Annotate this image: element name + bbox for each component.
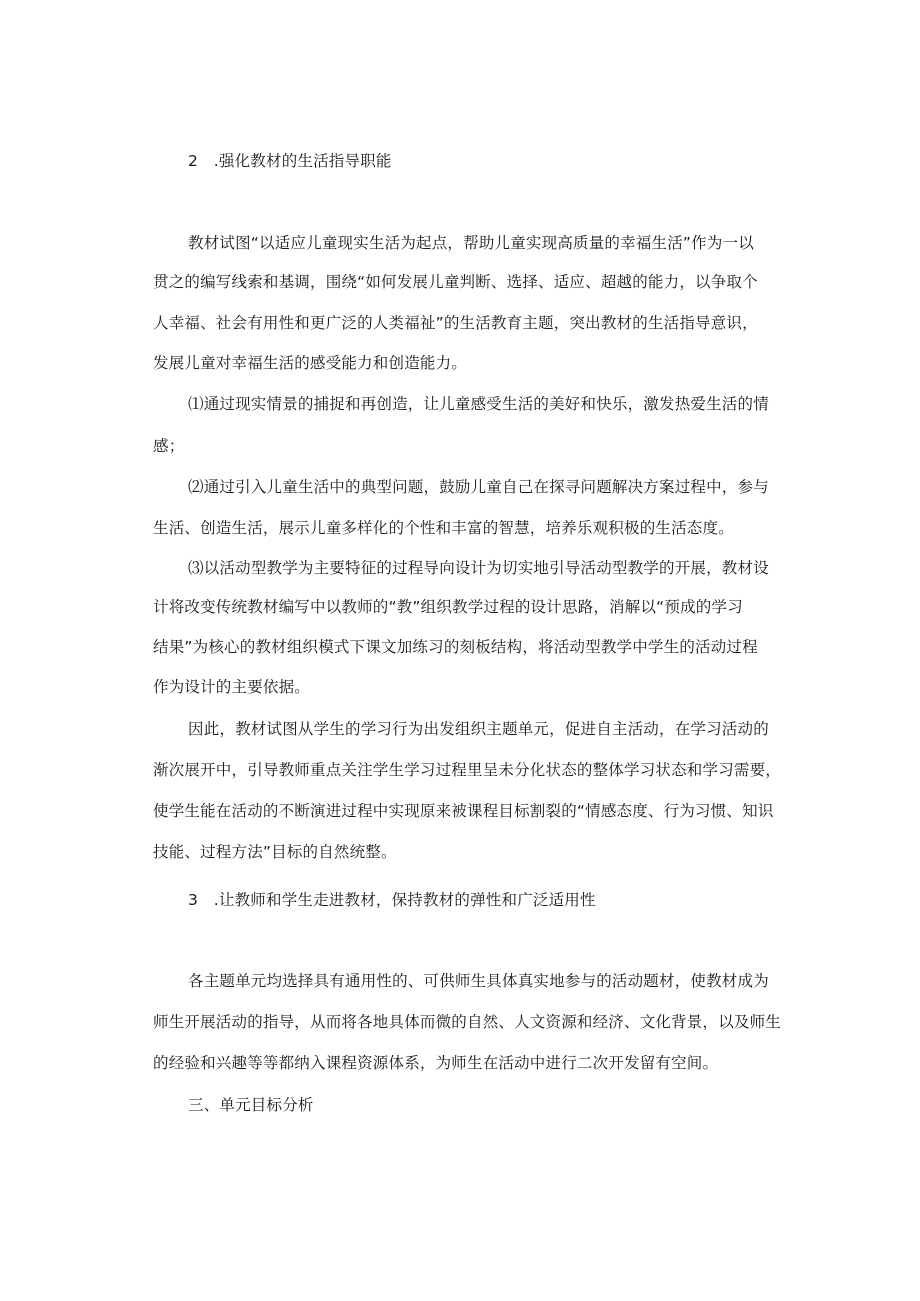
text-line: 生活、创造生活，展示儿童多样化的个性和丰富的智慧，培养乐观积极的生活态度。 — [153, 519, 734, 537]
text-line: 教材试图“以适应儿童现实生活为起点，帮助儿童实现高质量的幸福生活”作为一以 — [188, 234, 754, 252]
text-line: 技能、过程方法”目标的自然统整。 — [153, 843, 397, 861]
heading-3: 3 .让教师和学生走进教材，保持教材的弹性和广泛适用性 — [188, 891, 596, 909]
text-line: 贯之的编写线索和基调，围绕“如何发展儿童判断、选择、适应、超越的能力，以争取个 — [153, 273, 758, 291]
section-title: 三、单元目标分析 — [188, 1096, 314, 1114]
text-line: 发展儿童对幸福生活的感受能力和创造能力。 — [153, 354, 468, 372]
text-line: 使学生能在活动的不断演进过程中实现原来被课程目标割裂的“情感态度、行为习惯、知识 — [153, 802, 774, 820]
text-line: 作为设计的主要依据。 — [153, 678, 311, 696]
heading-2: 2 .强化教材的生活指导职能 — [188, 152, 392, 170]
text-line: ⑴通过现实情景的捕捉和再创造，让儿童感受生活的美好和快乐，激发热爱生活的情 — [188, 395, 769, 413]
text-line: ⑵通过引入儿童生活中的典型问题，鼓励儿童自己在探寻问题解决方案过程中，参与 — [188, 478, 769, 496]
text-line: 师生开展活动的指导，从而将各地具体而微的自然、人文资源和经济、文化背景，以及师生 — [153, 1013, 782, 1031]
text-line: ⑶以活动型教学为主要特征的过程导向设计为切实地引导活动型教学的开展，教材设 — [188, 559, 769, 577]
text-line: 结果”为核心的教材组织模式下课文加练习的刻板结构，将活动型教学中学生的活动过程 — [153, 638, 758, 656]
text-line: 渐次展开中，引导教师重点关注学生学习过程里呈未分化状态的整体学习状态和学习需要， — [153, 761, 782, 779]
text-line: 各主题单元均选择具有通用性的、可供师生具体真实地参与的活动题材，使教材成为 — [188, 972, 769, 990]
text-line: 因此，教材试图从学生的学习行为出发组织主题单元，促进自主活动，在学习活动的 — [188, 720, 769, 738]
text-line: 感； — [153, 437, 185, 455]
text-line: 的经验和兴趣等等都纳入课程资源体系，为师生在活动中进行二次开发留有空间。 — [153, 1054, 719, 1072]
text-line: 计将改变传统教材编写中以教师的“教”组织教学过程的设计思路，消解以“预成的学习 — [153, 598, 743, 616]
text-line: 人幸福、社会有用性和更广泛的人类福祉”的生活教育主题，突出教材的生活指导意识， — [153, 314, 758, 332]
